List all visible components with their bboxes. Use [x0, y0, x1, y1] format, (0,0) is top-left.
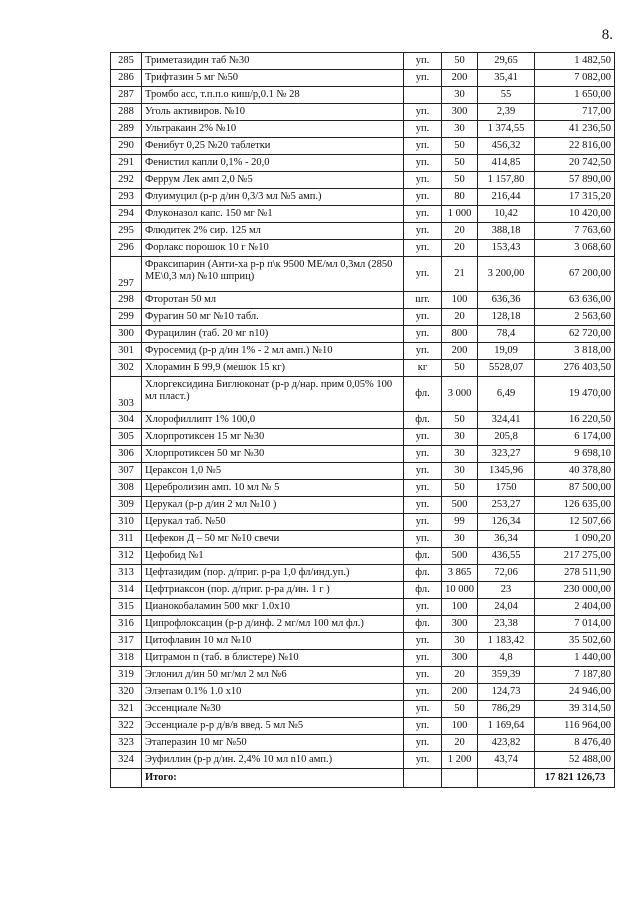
sum-cell: 9 698,10	[535, 446, 615, 463]
price-cell: 10,42	[478, 206, 535, 223]
row-number: 313	[111, 565, 142, 582]
price-cell: 216,44	[478, 189, 535, 206]
sum-cell: 20 742,50	[535, 155, 615, 172]
unit-cell: уп.	[404, 514, 442, 531]
sum-cell: 41 236,50	[535, 121, 615, 138]
quantity-cell: 3 000	[442, 377, 478, 412]
item-name: Церебролизин амп. 10 мл № 5	[142, 480, 404, 497]
price-cell: 5528,07	[478, 360, 535, 377]
unit-cell: фл.	[404, 582, 442, 599]
page-number: 8.	[601, 27, 613, 43]
price-cell: 1750	[478, 480, 535, 497]
price-cell: 1 183,42	[478, 633, 535, 650]
table-row	[111, 684, 615, 701]
row-number: 322	[111, 718, 142, 735]
sum-cell: 1 090,20	[535, 531, 615, 548]
table-row	[111, 616, 615, 633]
item-name: Цефтриаксон (пор. д/приг. р-ра д/ин. 1 г )	[142, 582, 404, 599]
quantity-cell: 100	[442, 718, 478, 735]
item-name: Флюдитек 2% сир. 125 мл	[142, 223, 404, 240]
sum-cell: 116 964,00	[535, 718, 615, 735]
unit-cell: уп.	[404, 752, 442, 769]
table-row	[111, 53, 615, 70]
quantity-cell: 50	[442, 701, 478, 718]
sum-cell: 17 315,20	[535, 189, 615, 206]
total-empty-cell	[111, 769, 142, 788]
unit-cell: фл.	[404, 565, 442, 582]
table-row	[111, 582, 615, 599]
price-cell: 35,41	[478, 70, 535, 87]
quantity-cell: 200	[442, 70, 478, 87]
row-number: 304	[111, 412, 142, 429]
quantity-cell: 30	[442, 121, 478, 138]
row-number: 314	[111, 582, 142, 599]
row-number: 290	[111, 138, 142, 155]
item-name: Эуфиллин (р-р д/ин. 2,4% 10 мл n10 амп.)	[142, 752, 404, 769]
item-name: Хлорпротиксен 50 мг №30	[142, 446, 404, 463]
unit-cell: уп.	[404, 121, 442, 138]
quantity-cell: 30	[442, 531, 478, 548]
price-cell: 1 374,55	[478, 121, 535, 138]
item-name: Цераксон 1,0 №5	[142, 463, 404, 480]
table-row	[111, 343, 615, 360]
price-cell: 23	[478, 582, 535, 599]
price-cell: 1 157,80	[478, 172, 535, 189]
quantity-cell: 100	[442, 599, 478, 616]
unit-cell: уп.	[404, 718, 442, 735]
sum-cell: 8 476,40	[535, 735, 615, 752]
unit-cell: фл.	[404, 548, 442, 565]
row-number: 299	[111, 309, 142, 326]
unit-cell: уп.	[404, 70, 442, 87]
item-name: Флуимуцил (р-р д/ин 0,3/3 мл №5 амп.)	[142, 189, 404, 206]
row-number: 311	[111, 531, 142, 548]
row-number: 315	[111, 599, 142, 616]
unit-cell: уп.	[404, 667, 442, 684]
quantity-cell: 200	[442, 343, 478, 360]
item-name: Флуконазол капс. 150 мг №1	[142, 206, 404, 223]
price-cell: 23,38	[478, 616, 535, 633]
sum-cell: 12 507,66	[535, 514, 615, 531]
quantity-cell: 500	[442, 497, 478, 514]
row-number: 306	[111, 446, 142, 463]
quantity-cell: 20	[442, 240, 478, 257]
sum-cell: 1 482,50	[535, 53, 615, 70]
row-number: 291	[111, 155, 142, 172]
item-name: Цитрамон п (таб. в блистере) №10	[142, 650, 404, 667]
row-number: 289	[111, 121, 142, 138]
unit-cell: уп.	[404, 343, 442, 360]
row-number: 320	[111, 684, 142, 701]
table-row	[111, 565, 615, 582]
item-name: Эссенциале р-р д/в/в введ. 5 мл №5	[142, 718, 404, 735]
quantity-cell: 50	[442, 138, 478, 155]
price-cell: 6,49	[478, 377, 535, 412]
row-number: 293	[111, 189, 142, 206]
unit-cell: уп.	[404, 480, 442, 497]
quantity-cell: 30	[442, 429, 478, 446]
sum-cell: 19 470,00	[535, 377, 615, 412]
row-number: 319	[111, 667, 142, 684]
price-cell: 124,73	[478, 684, 535, 701]
quantity-cell: 300	[442, 650, 478, 667]
item-name: Триметазидин таб №30	[142, 53, 404, 70]
quantity-cell: 80	[442, 189, 478, 206]
table-row	[111, 104, 615, 121]
unit-cell: уп.	[404, 223, 442, 240]
table-row	[111, 326, 615, 343]
row-number: 307	[111, 463, 142, 480]
row-number: 308	[111, 480, 142, 497]
row-number: 309	[111, 497, 142, 514]
row-number: 294	[111, 206, 142, 223]
row-number: 312	[111, 548, 142, 565]
table-row	[111, 548, 615, 565]
unit-cell: фл.	[404, 616, 442, 633]
item-name: Хлорпротиксен 15 мг №30	[142, 429, 404, 446]
table-row	[111, 155, 615, 172]
table-row	[111, 701, 615, 718]
sum-cell: 1 440,00	[535, 650, 615, 667]
row-number: 302	[111, 360, 142, 377]
sum-cell: 230 000,00	[535, 582, 615, 599]
quantity-cell: 200	[442, 684, 478, 701]
sum-cell: 7 763,60	[535, 223, 615, 240]
sum-cell: 16 220,50	[535, 412, 615, 429]
unit-cell: уп.	[404, 429, 442, 446]
item-name: Цефекон Д – 50 мг №10 свечи	[142, 531, 404, 548]
price-cell: 43,74	[478, 752, 535, 769]
quantity-cell: 3 865	[442, 565, 478, 582]
item-name: Церукал (р-р д/ин 2 мл №10 )	[142, 497, 404, 514]
item-name: Форлакс порошок 10 г №10	[142, 240, 404, 257]
item-name: Феррум Лек амп 2,0 №5	[142, 172, 404, 189]
item-name: Цитофлавин 10 мл №10	[142, 633, 404, 650]
item-name: Элзепам 0.1% 1.0 х10	[142, 684, 404, 701]
price-cell: 324,41	[478, 412, 535, 429]
sum-cell: 7 014,00	[535, 616, 615, 633]
item-name: Тромбо асс, т.п.п.о киш/р,0.1 № 28	[142, 87, 404, 104]
unit-cell: уп.	[404, 257, 442, 292]
item-name: Фторотан 50 мл	[142, 292, 404, 309]
price-cell: 205,8	[478, 429, 535, 446]
row-number: 305	[111, 429, 142, 446]
item-name: Хлорамин Б 99,9 (мешок 15 кг)	[142, 360, 404, 377]
sum-cell: 22 816,00	[535, 138, 615, 155]
item-name: Фурагин 50 мг №10 табл.	[142, 309, 404, 326]
price-cell: 456,32	[478, 138, 535, 155]
quantity-cell: 30	[442, 87, 478, 104]
table-row	[111, 87, 615, 104]
sum-cell: 63 636,00	[535, 292, 615, 309]
sum-cell: 217 275,00	[535, 548, 615, 565]
sum-cell: 2 563,60	[535, 309, 615, 326]
price-cell: 388,18	[478, 223, 535, 240]
row-number: 324	[111, 752, 142, 769]
sum-cell: 39 314,50	[535, 701, 615, 718]
sum-cell: 7 082,00	[535, 70, 615, 87]
quantity-cell: 50	[442, 53, 478, 70]
table-row	[111, 480, 615, 497]
item-name: Хлоргексидина Биглюконат (р-р д/нар. прим 0,05% 100 мл пласт.)	[142, 377, 404, 412]
row-number: 323	[111, 735, 142, 752]
table-row	[111, 667, 615, 684]
unit-cell: уп.	[404, 463, 442, 480]
table-row	[111, 599, 615, 616]
table-row	[111, 138, 615, 155]
quantity-cell: 30	[442, 463, 478, 480]
unit-cell: фл.	[404, 377, 442, 412]
table-row	[111, 514, 615, 531]
row-number: 316	[111, 616, 142, 633]
quantity-cell: 300	[442, 616, 478, 633]
total-empty-cell	[478, 769, 535, 788]
price-cell: 2,39	[478, 104, 535, 121]
row-number: 317	[111, 633, 142, 650]
quantity-cell: 99	[442, 514, 478, 531]
sum-cell: 126 635,00	[535, 497, 615, 514]
table-row	[111, 70, 615, 87]
quantity-cell: 300	[442, 104, 478, 121]
sum-cell: 10 420,00	[535, 206, 615, 223]
unit-cell: уп.	[404, 309, 442, 326]
table-row	[111, 257, 615, 292]
table-row	[111, 360, 615, 377]
item-name: Ультракаин 2% №10	[142, 121, 404, 138]
price-cell: 153,43	[478, 240, 535, 257]
table-row	[111, 206, 615, 223]
row-number: 296	[111, 240, 142, 257]
sum-cell: 717,00	[535, 104, 615, 121]
table-row	[111, 240, 615, 257]
item-name: Церукал таб. №50	[142, 514, 404, 531]
price-cell: 78,4	[478, 326, 535, 343]
unit-cell: уп.	[404, 240, 442, 257]
sum-cell: 1 650,00	[535, 87, 615, 104]
quantity-cell: 50	[442, 412, 478, 429]
price-cell: 36,34	[478, 531, 535, 548]
price-cell: 636,36	[478, 292, 535, 309]
quantity-cell: 50	[442, 480, 478, 497]
unit-cell: уп.	[404, 531, 442, 548]
unit-cell: уп.	[404, 206, 442, 223]
sum-cell: 87 500,00	[535, 480, 615, 497]
item-name: Трифтазин 5 мг №50	[142, 70, 404, 87]
table-row	[111, 189, 615, 206]
price-cell: 1 169,64	[478, 718, 535, 735]
table-row	[111, 223, 615, 240]
item-name: Эглонил д/ин 50 мг/мл 2 мл №6	[142, 667, 404, 684]
quantity-cell: 20	[442, 309, 478, 326]
quantity-cell: 10 000	[442, 582, 478, 599]
quantity-cell: 30	[442, 633, 478, 650]
drug-price-table	[110, 52, 615, 788]
quantity-cell: 20	[442, 667, 478, 684]
sum-cell: 57 890,00	[535, 172, 615, 189]
table-row	[111, 752, 615, 769]
sum-cell: 24 946,00	[535, 684, 615, 701]
table-row	[111, 377, 615, 412]
row-number: 301	[111, 343, 142, 360]
unit-cell: уп.	[404, 189, 442, 206]
unit-cell: уп.	[404, 104, 442, 121]
table-row	[111, 718, 615, 735]
table-row	[111, 650, 615, 667]
row-number: 321	[111, 701, 142, 718]
unit-cell: уп.	[404, 599, 442, 616]
unit-cell: уп.	[404, 735, 442, 752]
price-cell: 1345,96	[478, 463, 535, 480]
quantity-cell: 21	[442, 257, 478, 292]
row-number: 297	[111, 257, 142, 292]
total-sum: 17 821 126,73	[535, 769, 615, 788]
quantity-cell: 50	[442, 155, 478, 172]
unit-cell: уп.	[404, 633, 442, 650]
unit-cell: уп.	[404, 53, 442, 70]
sum-cell: 7 187,80	[535, 667, 615, 684]
price-cell: 4,8	[478, 650, 535, 667]
price-cell: 786,29	[478, 701, 535, 718]
price-cell: 323,27	[478, 446, 535, 463]
price-cell: 253,27	[478, 497, 535, 514]
table-row	[111, 446, 615, 463]
unit-cell: уп.	[404, 684, 442, 701]
table-row	[111, 309, 615, 326]
unit-cell: шт.	[404, 292, 442, 309]
sum-cell: 6 174,00	[535, 429, 615, 446]
row-number: 318	[111, 650, 142, 667]
total-empty-cell	[442, 769, 478, 788]
item-name: Фенистил капли 0,1% - 20,0	[142, 155, 404, 172]
table-row	[111, 531, 615, 548]
unit-cell: уп.	[404, 701, 442, 718]
price-cell: 72,06	[478, 565, 535, 582]
unit-cell: уп.	[404, 446, 442, 463]
sum-cell: 35 502,60	[535, 633, 615, 650]
price-cell: 3 200,00	[478, 257, 535, 292]
table-row	[111, 172, 615, 189]
unit-cell: уп.	[404, 155, 442, 172]
sum-cell: 3 068,60	[535, 240, 615, 257]
item-name: Фраксипарин (Анти-ха р-р п\к 9500 МЕ/мл 0,3мл (2850 МЕ\0,3 мл) №10 шприц)	[142, 257, 404, 292]
table-body	[111, 53, 615, 788]
sum-cell: 40 378,80	[535, 463, 615, 480]
price-cell: 423,82	[478, 735, 535, 752]
quantity-cell: 100	[442, 292, 478, 309]
unit-cell: кг	[404, 360, 442, 377]
row-number: 303	[111, 377, 142, 412]
item-name: Этаперазин 10 мг №50	[142, 735, 404, 752]
unit-cell: уп.	[404, 172, 442, 189]
item-name: Фенибут 0,25 №20 таблетки	[142, 138, 404, 155]
table-row	[111, 633, 615, 650]
total-row	[111, 769, 615, 788]
row-number: 287	[111, 87, 142, 104]
row-number: 288	[111, 104, 142, 121]
table-row	[111, 463, 615, 480]
price-cell: 55	[478, 87, 535, 104]
item-name: Фурацилин (таб. 20 мг n10)	[142, 326, 404, 343]
price-cell: 359,39	[478, 667, 535, 684]
row-number: 300	[111, 326, 142, 343]
table-row	[111, 121, 615, 138]
item-name: Эссенциале №30	[142, 701, 404, 718]
sum-cell: 52 488,00	[535, 752, 615, 769]
sum-cell: 67 200,00	[535, 257, 615, 292]
table-row	[111, 292, 615, 309]
quantity-cell: 1 000	[442, 206, 478, 223]
row-number: 298	[111, 292, 142, 309]
sum-cell: 62 720,00	[535, 326, 615, 343]
row-number: 286	[111, 70, 142, 87]
item-name: Цианокобаламин 500 мкг 1.0х10	[142, 599, 404, 616]
unit-cell: уп.	[404, 650, 442, 667]
quantity-cell: 20	[442, 223, 478, 240]
quantity-cell: 30	[442, 446, 478, 463]
table-row	[111, 412, 615, 429]
table-row	[111, 429, 615, 446]
quantity-cell: 50	[442, 172, 478, 189]
quantity-cell: 20	[442, 735, 478, 752]
row-number: 295	[111, 223, 142, 240]
row-number: 310	[111, 514, 142, 531]
total-label: Итого:	[142, 769, 404, 788]
price-cell: 414,85	[478, 155, 535, 172]
sum-cell: 278 511,90	[535, 565, 615, 582]
total-empty-cell	[404, 769, 442, 788]
row-number: 285	[111, 53, 142, 70]
item-name: Ципрофлоксацин (р-р д/инф. 2 мг/мл 100 мл фл.)	[142, 616, 404, 633]
item-name: Цефобид №1	[142, 548, 404, 565]
sum-cell: 276 403,50	[535, 360, 615, 377]
price-cell: 436,55	[478, 548, 535, 565]
price-cell: 126,34	[478, 514, 535, 531]
sum-cell: 3 818,00	[535, 343, 615, 360]
price-cell: 128,18	[478, 309, 535, 326]
unit-cell: уп.	[404, 497, 442, 514]
quantity-cell: 50	[442, 360, 478, 377]
quantity-cell: 1 200	[442, 752, 478, 769]
price-cell: 19,09	[478, 343, 535, 360]
unit-cell: уп.	[404, 138, 442, 155]
item-name: Цефтазидим (пор. д/приг. р-ра 1,0 фл/инд.уп.)	[142, 565, 404, 582]
row-number: 292	[111, 172, 142, 189]
quantity-cell: 800	[442, 326, 478, 343]
unit-cell: фл.	[404, 412, 442, 429]
price-cell: 24,04	[478, 599, 535, 616]
unit-cell: уп.	[404, 326, 442, 343]
item-name: Фуросемид (р-р д/ин 1% - 2 мл амп.) №10	[142, 343, 404, 360]
sum-cell: 2 404,00	[535, 599, 615, 616]
quantity-cell: 500	[442, 548, 478, 565]
unit-cell	[404, 87, 442, 104]
table-row	[111, 497, 615, 514]
item-name: Хлорофиллипт 1% 100,0	[142, 412, 404, 429]
table-row	[111, 735, 615, 752]
item-name: Уголь активиров. №10	[142, 104, 404, 121]
price-cell: 29,65	[478, 53, 535, 70]
